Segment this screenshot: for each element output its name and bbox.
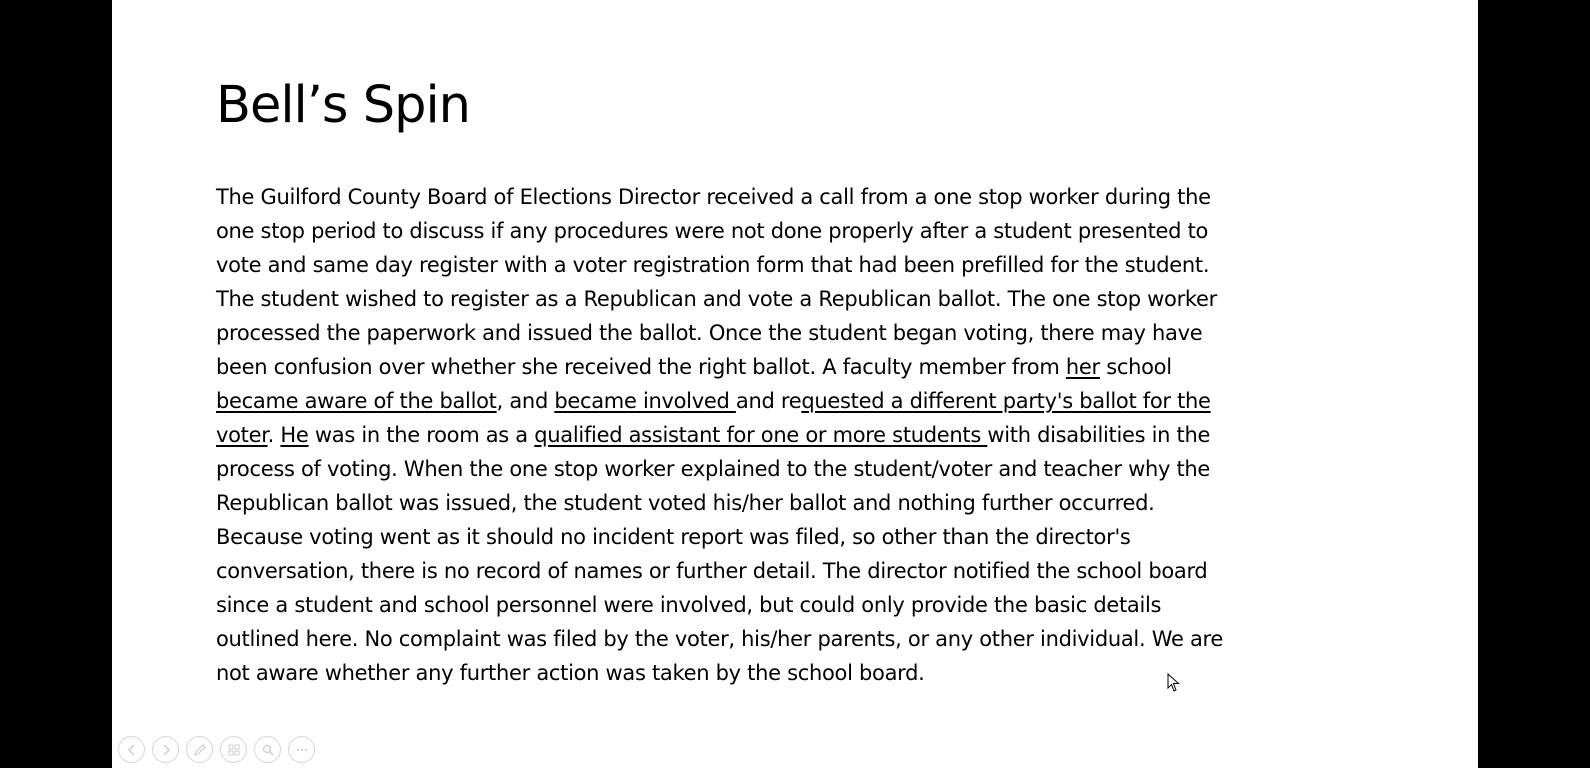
body-line: since a student and school personnel were involved, but could only provide the basic details: [216, 593, 1162, 617]
underlined-text: qualified assistant for one or more students: [534, 423, 988, 447]
underlined-text: He: [280, 423, 309, 447]
body-text-run: with disabilities in the: [987, 423, 1211, 447]
more-options-button[interactable]: [288, 736, 315, 763]
pen-icon: [193, 743, 207, 757]
body-line: process of voting. When the one stop worker explained to the student/voter and teacher why the: [216, 457, 1211, 481]
previous-icon: [125, 743, 139, 757]
underlined-text: her: [1065, 355, 1100, 379]
zoom-icon: [261, 743, 275, 757]
next-icon: [159, 743, 173, 757]
body-line: processed the paperwork and issued the ballot. Once the student began voting, there may have: [216, 321, 1203, 345]
body-text-run: been confusion over whether she received the right ballot. A faculty member from: [216, 355, 1066, 379]
body-text-run: was in the room as a: [308, 423, 535, 447]
body-text-run: , and: [496, 389, 555, 413]
body-line: The student wished to register as a Republican and vote a Republican ballot. The one stop worker: [216, 287, 1218, 311]
slide[interactable]: [112, 0, 1478, 768]
previous-slide-button[interactable]: [118, 736, 145, 763]
body-text-run: .: [267, 423, 281, 447]
body-text-run: and re: [735, 389, 802, 413]
mouse-cursor-icon: [1167, 673, 1181, 693]
body-line: [216, 350, 1376, 384]
underlined-text: became involved: [554, 389, 736, 413]
slide-body: [216, 180, 1376, 690]
pen-tool-button[interactable]: [186, 736, 213, 763]
more-options-icon: [295, 743, 309, 757]
zoom-button[interactable]: [254, 736, 281, 763]
body-line: Republican ballot was issued, the student voted his/her ballot and nothing further occurred.: [216, 491, 1155, 515]
slides-grid-icon: [227, 743, 241, 757]
underlined-text: became aware of the ballot: [216, 389, 497, 413]
slideshow-toolbar: [118, 736, 315, 763]
body-line: Because voting went as it should no incident report was filed, so other than the director's: [216, 525, 1131, 549]
underlined-text: quested a different party's ballot for the: [801, 389, 1211, 413]
body-line: vote and same day register with a voter registration form that had been prefilled for the student.: [216, 253, 1210, 277]
next-slide-button[interactable]: [152, 736, 179, 763]
body-text-run: school: [1099, 355, 1172, 379]
body-line: conversation, there is no record of names or further detail. The director notified the school board: [216, 559, 1208, 583]
see-all-slides-button[interactable]: [220, 736, 247, 763]
body-line: not aware whether any further action was taken by the school board.: [216, 661, 925, 685]
body-line: outlined here. No complaint was filed by the voter, his/her parents, or any other individual. We are: [216, 627, 1224, 651]
body-line: [216, 384, 1376, 418]
body-line: The Guilford County Board of Elections Director received a call from a one stop worker during the: [216, 185, 1211, 209]
slide-title: Bell’s Spin: [216, 76, 470, 135]
underlined-text: voter: [216, 423, 268, 447]
body-line: [216, 418, 1376, 452]
body-line: one stop period to discuss if any procedures were not done properly after a student presented to: [216, 219, 1209, 243]
